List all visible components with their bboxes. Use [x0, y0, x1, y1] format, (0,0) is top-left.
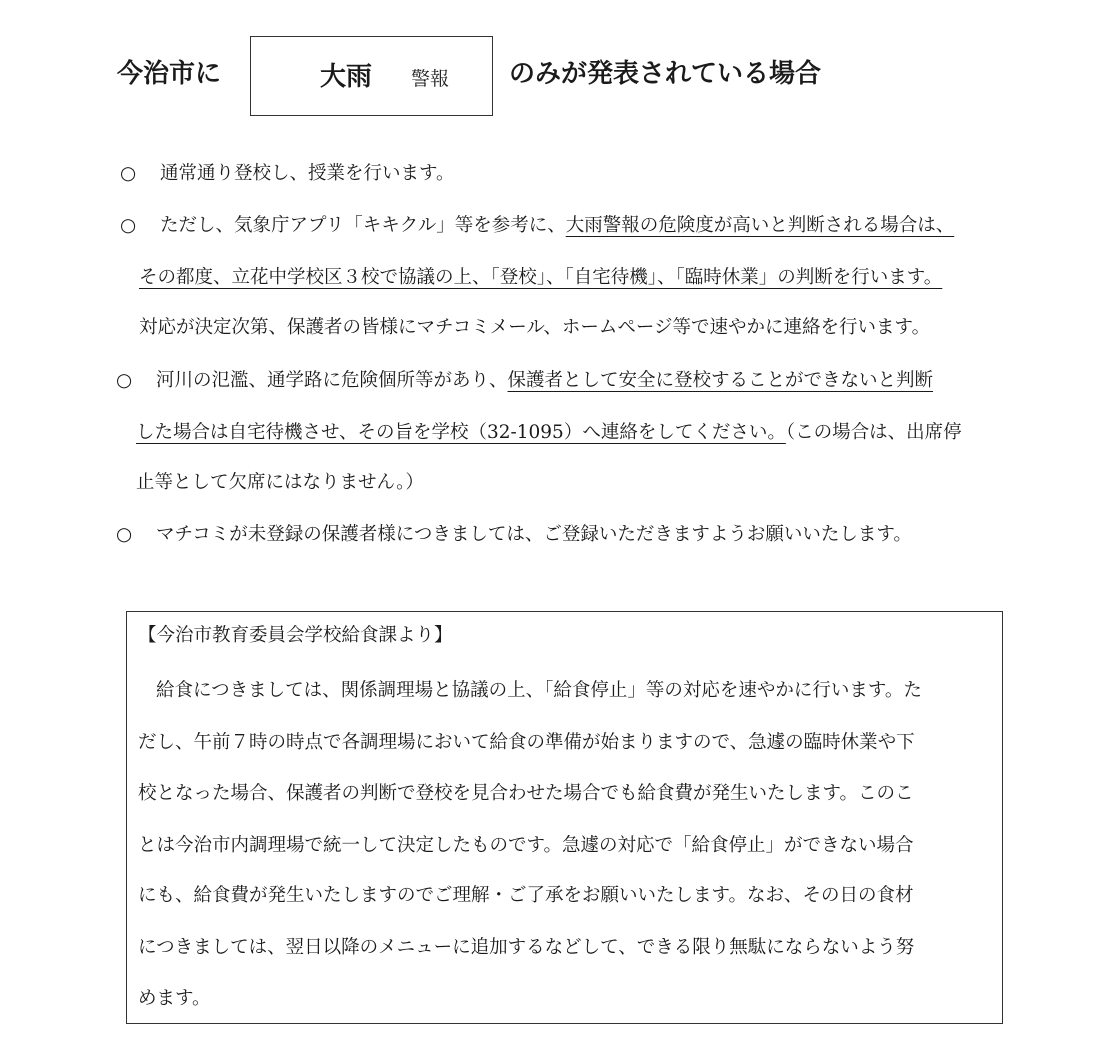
notice-heading: 【今治市教育委員会学校給食課より】 [138, 625, 453, 646]
warning-type-label: 大雨 [320, 62, 373, 92]
item-continuation [139, 264, 942, 292]
notice-paragraph-line: にも、給食費が発生いたしますのでご理解・ご了承をお願いいたします。なお、その日の食材 [138, 885, 914, 906]
item-text-underlined: した場合は自宅待機させ、その旨を学校（32-1095）へ連絡をしてください。 [136, 422, 786, 443]
title-suffix: のみが発表されている場合 [509, 59, 822, 89]
list-item [116, 367, 933, 395]
notice-paragraph-line: とは今治市内調理場で統一して決定したものです。急遽の対応で「給食停止」ができない場合 [138, 835, 914, 856]
bullet-circle-icon: ○ [116, 524, 133, 545]
notice-paragraph-line: 給食につきましては、関係調理場と協議の上、「給食停止」等の対応を速やかに行います。た [156, 680, 922, 701]
bullet-circle-icon: ○ [116, 370, 133, 391]
title-prefix: 今治市に [117, 59, 222, 89]
bullet-circle-icon: ○ [120, 215, 137, 236]
notice-paragraph-line: 校となった場合、保護者の判断で登校を見合わせた場合でも給食費が発生いたします。このこ [138, 783, 914, 804]
item-text-underlined: 大雨警報の危険度が高いと判断される場合は、 [565, 215, 955, 236]
page-title [0, 0, 1105, 120]
item-text: （この場合は、出席停 [785, 422, 962, 443]
item-continuation [136, 469, 424, 497]
item-text: 通常通り登校し、授業を行います。 [160, 163, 455, 184]
item-continuation [136, 419, 962, 447]
item-continuation [139, 314, 930, 342]
item-text: 対応が決定次第、保護者の皆様にマチコミメール、ホームページ等で速やかに連絡を行います。 [139, 317, 931, 338]
notice-paragraph-line: だし、午前７時の時点で各調理場において給食の準備が始まりますので、急遽の臨時休業や下 [138, 732, 915, 753]
list-item [116, 521, 912, 549]
list-item [120, 212, 954, 240]
notice-paragraph-line: めます。 [138, 988, 211, 1009]
warning-type-box [250, 36, 493, 116]
item-text: ただし、気象庁アプリ「キキクル」等を参考に、 [160, 215, 566, 236]
item-text-underlined: その都度、立花中学校区３校で協議の上、「登校」、「自宅待機」、「臨時休業」の判断を行います。 [139, 267, 943, 288]
item-text: マチコミが未登録の保護者様につきましては、ご登録いただきますようお願いいたします。 [156, 524, 912, 545]
item-text: 河川の氾濫、通学路に危険個所等があり、 [156, 370, 508, 391]
notice-paragraph-line: につきましては、翌日以降のメニューに追加するなどして、できる限り無駄にならないよう努 [138, 937, 915, 958]
lunch-notice-box [126, 611, 1003, 1024]
item-text: 止等として欠席にはなりません。） [136, 472, 424, 493]
item-text-underlined: 保護者として安全に登校することができないと判断 [507, 370, 934, 391]
warning-level-label: 警報 [411, 68, 450, 90]
bullet-circle-icon: ○ [120, 163, 137, 184]
list-item [120, 160, 455, 188]
